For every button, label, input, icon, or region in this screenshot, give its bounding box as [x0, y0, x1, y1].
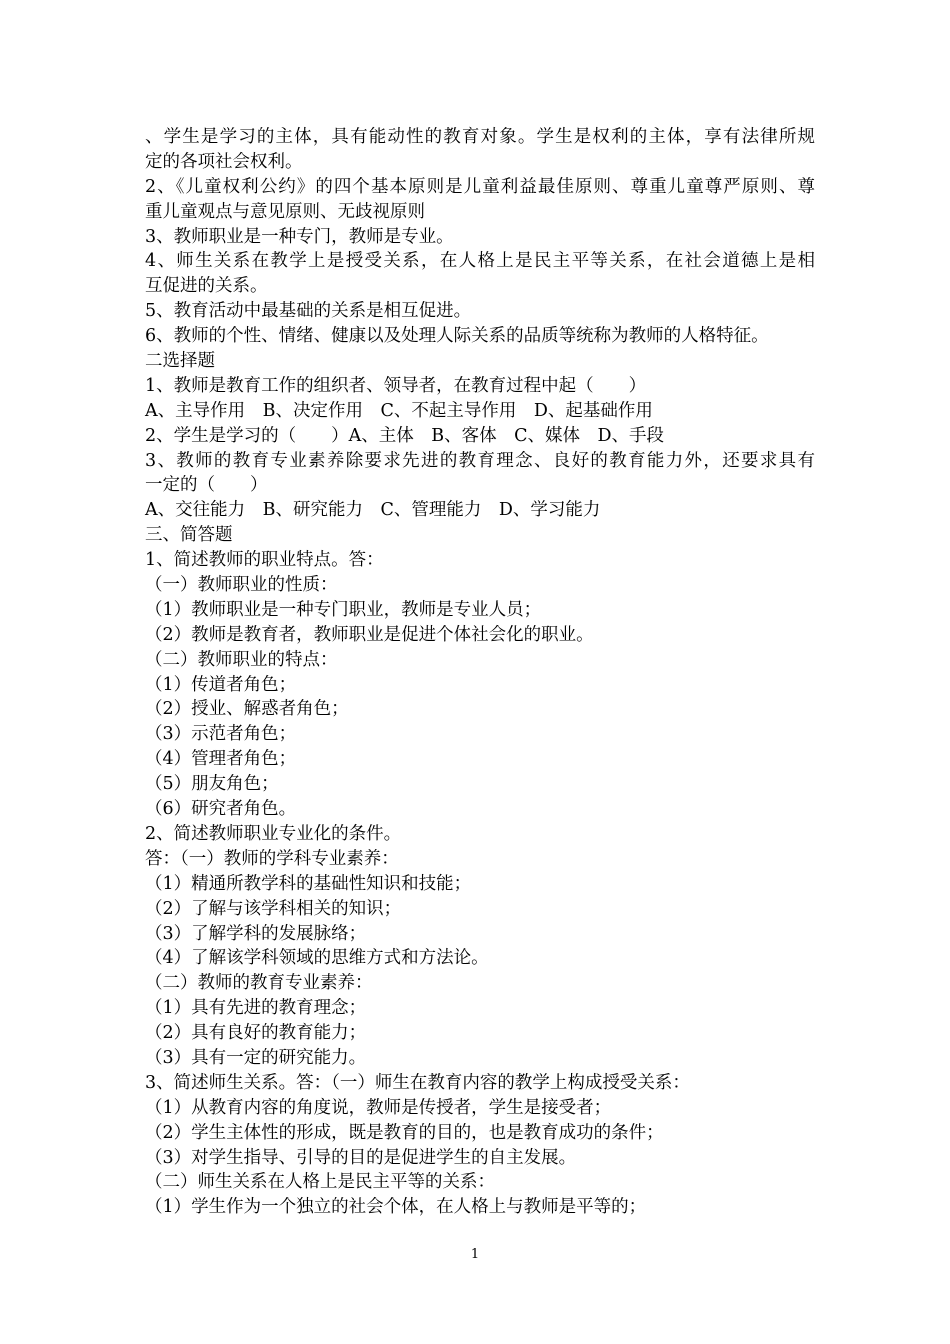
- text-line: 3、简述师生关系。答：（一）师生在教育内容的教学上构成授受关系：: [145, 1072, 690, 1093]
- text-line: 4、师生关系在教学上是授受关系，在人格上是民主平等关系，在社会道德上是相: [145, 251, 815, 272]
- text-line: （1）从教育内容的角度说，教师是传授者，学生是接受者；: [145, 1097, 612, 1118]
- text-line: 3、教师的教育专业素养除要求先进的教育理念、良好的教育能力外，还要求具有: [145, 450, 815, 471]
- text-line: （1）教师职业是一种专门职业，教师是专业人员；: [145, 599, 542, 620]
- text-line: 三、简答题: [145, 525, 233, 546]
- text-line: 3、教师职业是一种专门，教师是专业。: [145, 226, 454, 247]
- text-line: （1）学生作为一个独立的社会个体，在人格上与教师是平等的；: [145, 1197, 647, 1218]
- text-line: 2、学生是学习的（ ）A、主体 B、客体 C、媒体 D、手段: [145, 425, 665, 446]
- text-line: （1）具有先进的教育理念；: [145, 998, 367, 1019]
- text-line: 互促进的关系。: [145, 276, 268, 297]
- text-line: （2）具有良好的教育能力；: [145, 1023, 367, 1044]
- text-line: A、交往能力 B、研究能力 C、管理能力 D、学习能力: [145, 500, 601, 521]
- text-line: 5、教育活动中最基础的关系是相互促进。: [145, 301, 472, 322]
- text-line: 定的各项社会权利。: [145, 151, 303, 172]
- text-line: （2）学生主体性的形成，既是教育的目的，也是教育成功的条件；: [145, 1122, 664, 1143]
- text-line: （6）研究者角色。: [145, 799, 297, 820]
- page-number: 1: [470, 1247, 480, 1262]
- text-line: 、学生是学习的主体，具有能动性的教育对象。学生是权利的主体，享有法律所规: [145, 127, 815, 147]
- text-line: （2）了解与该学科相关的知识；: [145, 898, 402, 919]
- text-line: （5）朋友角色；: [145, 774, 279, 795]
- text-line: 1、教师是教育工作的组织者、领导者，在教育过程中起（ ）: [145, 375, 647, 396]
- text-line: （4）了解该学科领域的思维方式和方法论。: [145, 948, 489, 969]
- text-line: （一）教师职业的性质：: [145, 575, 338, 596]
- text-line: 1、简述教师的职业特点。答：: [145, 550, 384, 571]
- text-line: （1）精通所教学科的基础性知识和技能；: [145, 873, 472, 894]
- text-line: （4）管理者角色；: [145, 749, 297, 770]
- text-line: （3）对学生指导、引导的目的是促进学生的自主发展。: [145, 1147, 577, 1168]
- text-line: 6、教师的个性、情绪、健康以及处理人际关系的品质等统称为教师的人格特征。: [145, 326, 769, 347]
- text-line: （2）授业、解惑者角色；: [145, 699, 349, 720]
- text-line: （3）示范者角色；: [145, 724, 297, 745]
- text-line: （二）教师的教育专业素养：: [145, 973, 373, 994]
- text-line: 2、简述教师职业专业化的条件。: [145, 823, 402, 844]
- text-line: （3）具有一定的研究能力。: [145, 1047, 367, 1068]
- text-line: 2、《儿童权利公约》的四个基本原则是儿童利益最佳原则、尊重儿童尊严原则、尊: [145, 176, 815, 197]
- text-line: A、主导作用 B、决定作用 C、不起主导作用 D、起基础作用: [145, 400, 653, 421]
- text-line: 答：（一）教师的学科专业素养：: [145, 848, 399, 869]
- text-line: 一定的（ ）: [145, 475, 268, 496]
- text-line: （3）了解学科的发展脉络；: [145, 923, 367, 944]
- body-text: [145, 125, 815, 1220]
- text-line: （二）师生关系在人格上是民主平等的关系：: [145, 1172, 495, 1193]
- text-line: （二）教师职业的特点：: [145, 649, 338, 670]
- text-line: 二选择题: [145, 351, 215, 372]
- text-line: （1）传道者角色；: [145, 674, 297, 695]
- text-line: 重儿童观点与意见原则、无歧视原则: [145, 201, 425, 222]
- text-line: （2）教师是教育者，教师职业是促进个体社会化的职业。: [145, 624, 594, 645]
